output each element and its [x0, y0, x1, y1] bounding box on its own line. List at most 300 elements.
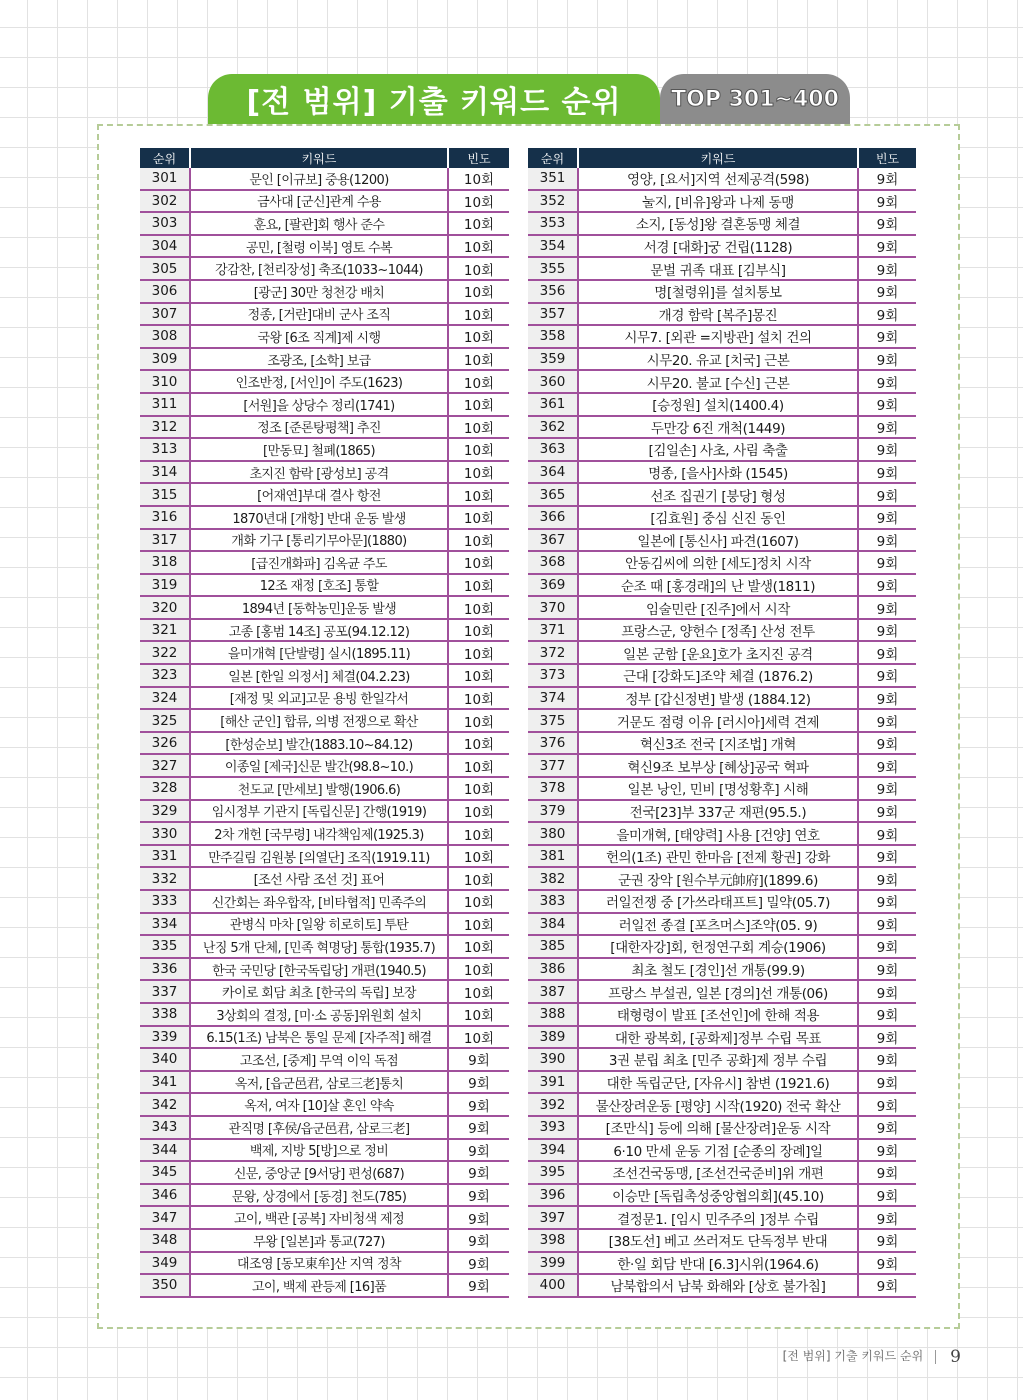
table-row	[140, 212, 509, 235]
rank-cell: 350	[140, 1274, 190, 1297]
rank-cell: 357	[528, 303, 578, 326]
rank-cell: 342	[140, 1093, 190, 1116]
keyword-cell: 근대 [강화도]조약 체결 (1876.2)	[578, 664, 858, 687]
table-row	[140, 1206, 509, 1229]
frequency-cell: 9회	[858, 1071, 916, 1094]
keyword-cell: 6.15(1조) 남북은 통일 문제 [자주적] 해결	[190, 1026, 448, 1049]
keyword-cell: 거문도 점령 이유 [러시아]세력 견제	[578, 709, 858, 732]
rank-cell: 327	[140, 754, 190, 777]
table-row	[140, 596, 509, 619]
keyword-cell: 1870년대 [개항] 반대 운동 발생	[190, 506, 448, 529]
rank-cell: 383	[528, 890, 578, 913]
table-row	[140, 1184, 509, 1207]
keyword-cell: 3상회의 결정, [미·소 공동]위원회 설치	[190, 1003, 448, 1026]
table-row	[528, 1139, 916, 1162]
table-row	[528, 1274, 916, 1297]
rank-cell: 351	[528, 168, 578, 190]
table-row	[528, 325, 916, 348]
table-row	[140, 416, 509, 439]
frequency-cell: 9회	[858, 754, 916, 777]
table-row	[140, 845, 509, 868]
frequency-cell: 9회	[448, 1093, 509, 1116]
table-row	[140, 168, 509, 190]
table-row	[140, 551, 509, 574]
rank-cell: 355	[528, 257, 578, 280]
frequency-cell: 10회	[448, 664, 509, 687]
keyword-cell: 혁신9조 보부상 [혜상]공국 혁파	[578, 754, 858, 777]
rank-cell: 330	[140, 822, 190, 845]
frequency-cell: 9회	[858, 958, 916, 981]
table-row	[528, 1026, 916, 1049]
rank-cell: 310	[140, 370, 190, 393]
table-row	[528, 303, 916, 326]
table-row	[528, 1161, 916, 1184]
frequency-cell: 10회	[448, 461, 509, 484]
keyword-cell: 태형령이 발표 [조선인]에 한해 적용	[578, 1003, 858, 1026]
frequency-cell: 9회	[858, 1274, 916, 1297]
keyword-cell: 영양, [요서]지역 선제공격(598)	[578, 168, 858, 190]
keyword-cell: [승정원] 설치(1400.4)	[578, 393, 858, 416]
table-row	[140, 1161, 509, 1184]
rank-cell: 353	[528, 212, 578, 235]
frequency-cell: 9회	[858, 370, 916, 393]
frequency-cell: 10회	[448, 800, 509, 823]
rank-cell: 337	[140, 980, 190, 1003]
rank-cell: 305	[140, 257, 190, 280]
keyword-cell: [재정 및 외교]고문 용빙 한일각서	[190, 687, 448, 710]
frequency-cell: 9회	[858, 777, 916, 800]
rank-cell: 381	[528, 845, 578, 868]
keyword-cell: 대조영 [동모東牟]산 지역 정착	[190, 1252, 448, 1275]
frequency-cell: 9회	[858, 257, 916, 280]
keyword-cell: 명종, [을사]사화 (1545)	[578, 461, 858, 484]
rank-cell: 347	[140, 1206, 190, 1229]
table-row	[528, 1229, 916, 1252]
frequency-cell: 9회	[858, 325, 916, 348]
keyword-cell: [조선 사람 조선 것] 표어	[190, 867, 448, 890]
frequency-cell: 9회	[858, 800, 916, 823]
rank-cell: 333	[140, 890, 190, 913]
frequency-cell: 9회	[858, 1229, 916, 1252]
table-row	[140, 980, 509, 1003]
keyword-cell: 정종, [거란]대비 군사 조직	[190, 303, 448, 326]
frequency-cell: 9회	[858, 822, 916, 845]
frequency-cell: 9회	[858, 303, 916, 326]
frequency-cell: 9회	[858, 980, 916, 1003]
table-row	[140, 867, 509, 890]
table-row	[140, 1139, 509, 1162]
table-row	[140, 777, 509, 800]
frequency-cell: 10회	[448, 596, 509, 619]
keyword-cell: 일본 낭인, 민비 [명성황후] 시해	[578, 777, 858, 800]
table-row	[528, 596, 916, 619]
table-row	[140, 822, 509, 845]
keyword-cell: 명[철령위]를 설치통보	[578, 280, 858, 303]
rank-cell: 312	[140, 416, 190, 439]
keyword-cell: [만동묘] 철폐(1865)	[190, 438, 448, 461]
table-row	[528, 732, 916, 755]
keyword-cell: 일본에 [통신사] 파견(1607)	[578, 529, 858, 552]
rank-cell: 393	[528, 1116, 578, 1139]
rank-cell: 340	[140, 1048, 190, 1071]
table-row	[140, 506, 509, 529]
table-row	[528, 935, 916, 958]
keyword-cell: 정부 [갑신정변] 발생 (1884.12)	[578, 687, 858, 710]
keyword-cell: [해산 군인] 합류, 의병 전쟁으로 확산	[190, 709, 448, 732]
keyword-cell: [한성순보] 발간(1883.10~84.12)	[190, 732, 448, 755]
table-row	[140, 1026, 509, 1049]
keyword-cell: 전국[23]부 337군 재편(95.5.)	[578, 800, 858, 823]
rank-cell: 352	[528, 190, 578, 213]
frequency-cell: 10회	[448, 551, 509, 574]
frequency-cell: 9회	[448, 1229, 509, 1252]
rank-cell: 363	[528, 438, 578, 461]
column-keyword: 키워드	[190, 148, 448, 168]
table-row	[528, 280, 916, 303]
keyword-cell: 3권 분립 최초 [민주 공화]제 정부 수립	[578, 1048, 858, 1071]
frequency-cell: 10회	[448, 777, 509, 800]
rank-cell: 307	[140, 303, 190, 326]
frequency-cell: 9회	[858, 1252, 916, 1275]
keyword-cell: 소지, [동성]왕 결혼동맹 체결	[578, 212, 858, 235]
keyword-cell: 러일전쟁 중 [가쓰라태프트] 밀약(05.7)	[578, 890, 858, 913]
rank-cell: 376	[528, 732, 578, 755]
keyword-cell: [어재연]부대 결사 항전	[190, 483, 448, 506]
footer-title: [전 범위] 기출 키워드 순위	[782, 1349, 924, 1363]
frequency-cell: 9회	[858, 1184, 916, 1207]
table-row	[140, 709, 509, 732]
rank-cell: 384	[528, 913, 578, 936]
keyword-cell: 을미개혁 [단발령] 실시(1895.11)	[190, 641, 448, 664]
rank-cell: 375	[528, 709, 578, 732]
table-row	[140, 303, 509, 326]
keyword-cell: 러일전 종결 [포츠머스]조약(05. 9)	[578, 913, 858, 936]
table-row	[140, 461, 509, 484]
table-row	[528, 1116, 916, 1139]
table-row	[140, 890, 509, 913]
table-row	[140, 800, 509, 823]
rank-cell: 325	[140, 709, 190, 732]
keyword-cell: 난징 5개 단체, [민족 혁명당] 통합(1935.7)	[190, 935, 448, 958]
frequency-cell: 10회	[448, 438, 509, 461]
column-keyword: 키워드	[578, 148, 858, 168]
table-row	[140, 280, 509, 303]
table-row	[140, 754, 509, 777]
table-row	[528, 1071, 916, 1094]
table-row	[140, 641, 509, 664]
rank-cell: 377	[528, 754, 578, 777]
keyword-cell: 대한 광복회, [공화제]정부 수립 목표	[578, 1026, 858, 1049]
keyword-cell: 혁신3조 전국 [지조법] 개혁	[578, 732, 858, 755]
frequency-cell: 9회	[858, 461, 916, 484]
keyword-cell: 남북합의서 남북 화해와 [상호 불가침]	[578, 1274, 858, 1297]
frequency-cell: 10회	[448, 641, 509, 664]
keyword-cell: 금사대 [군신]관계 수용	[190, 190, 448, 213]
table-row	[528, 687, 916, 710]
rank-cell: 386	[528, 958, 578, 981]
table-row	[140, 348, 509, 371]
rank-cell: 317	[140, 529, 190, 552]
frequency-cell: 10회	[448, 980, 509, 1003]
keyword-cell: 눌지, [비유]왕과 나제 동맹	[578, 190, 858, 213]
rank-cell: 368	[528, 551, 578, 574]
table-row	[528, 212, 916, 235]
keyword-cell: 이종일 [제국]신문 발간(98.8~10.)	[190, 754, 448, 777]
keyword-cell: [조만식] 등에 의해 [물산장려]운동 시작	[578, 1116, 858, 1139]
table-row	[528, 483, 916, 506]
keyword-cell: 개경 함락 [복주]몽진	[578, 303, 858, 326]
keyword-cell: 6·10 만세 운동 기점 [순종의 장례]일	[578, 1139, 858, 1162]
rank-cell: 356	[528, 280, 578, 303]
frequency-cell: 10회	[448, 867, 509, 890]
table-row	[140, 438, 509, 461]
keyword-cell: 공민, [철령 이북] 영토 수복	[190, 235, 448, 258]
table-row	[140, 664, 509, 687]
table-row	[140, 483, 509, 506]
keyword-cell: 카이로 회담 최초 [한국의 독립] 보장	[190, 980, 448, 1003]
rank-cell: 374	[528, 687, 578, 710]
rank-cell: 335	[140, 935, 190, 958]
frequency-cell: 9회	[858, 732, 916, 755]
keyword-cell: 개화 기구 [통리기무아문](1880)	[190, 529, 448, 552]
keyword-cell: 한국 국민당 [한국독립당] 개편(1940.5)	[190, 958, 448, 981]
table-row	[528, 1206, 916, 1229]
rank-cell: 318	[140, 551, 190, 574]
rank-cell: 362	[528, 416, 578, 439]
frequency-cell: 9회	[858, 1048, 916, 1071]
table-row	[528, 913, 916, 936]
rank-cell: 311	[140, 393, 190, 416]
frequency-cell: 10회	[448, 529, 509, 552]
frequency-cell: 10회	[448, 280, 509, 303]
rank-cell: 373	[528, 664, 578, 687]
keyword-cell: 문벌 귀족 대표 [김부식]	[578, 257, 858, 280]
table-row	[140, 732, 509, 755]
keyword-cell: 문왕, 상경에서 [동경] 천도(785)	[190, 1184, 448, 1207]
keyword-cell: 시무7. [외관 =지방관] 설치 건의	[578, 325, 858, 348]
rank-cell: 308	[140, 325, 190, 348]
keyword-cell: 12조 재정 [호조] 통할	[190, 574, 448, 597]
frequency-cell: 9회	[858, 506, 916, 529]
table-row	[528, 845, 916, 868]
keyword-cell: 일본 [한일 의정서] 체결(04.2.23)	[190, 664, 448, 687]
table-row	[140, 257, 509, 280]
table-row	[140, 574, 509, 597]
rank-cell: 372	[528, 641, 578, 664]
rank-cell: 391	[528, 1071, 578, 1094]
table-row	[528, 958, 916, 981]
table-row	[528, 1184, 916, 1207]
rank-cell: 334	[140, 913, 190, 936]
column-frequency: 빈도	[448, 148, 509, 168]
rank-cell: 400	[528, 1274, 578, 1297]
frequency-cell: 10회	[448, 687, 509, 710]
keyword-cell: 무왕 [일본]과 통교(727)	[190, 1229, 448, 1252]
keyword-cell: 대한 독립군단, [자유시] 참변 (1921.6)	[578, 1071, 858, 1094]
rank-cell: 390	[528, 1048, 578, 1071]
rank-cell: 329	[140, 800, 190, 823]
frequency-cell: 9회	[858, 551, 916, 574]
frequency-cell: 9회	[448, 1116, 509, 1139]
ranking-table-left	[140, 148, 509, 1298]
table-row	[528, 506, 916, 529]
rank-cell: 341	[140, 1071, 190, 1094]
keyword-cell: 1894년 [동학농민]운동 발생	[190, 596, 448, 619]
frequency-cell: 9회	[448, 1184, 509, 1207]
rank-cell: 397	[528, 1206, 578, 1229]
frequency-cell: 9회	[858, 1116, 916, 1139]
frequency-cell: 9회	[858, 280, 916, 303]
keyword-cell: [광군] 30만 청천강 배치	[190, 280, 448, 303]
rank-cell: 389	[528, 1026, 578, 1049]
table-row	[140, 1274, 509, 1297]
rank-cell: 354	[528, 235, 578, 258]
keyword-cell: 옥저, 여자 [10]살 혼인 약속	[190, 1093, 448, 1116]
table-row	[528, 1093, 916, 1116]
table-row	[528, 822, 916, 845]
rank-cell: 326	[140, 732, 190, 755]
frequency-cell: 9회	[448, 1071, 509, 1094]
table-row	[528, 190, 916, 213]
frequency-cell: 10회	[448, 1003, 509, 1026]
keyword-cell: 두만강 6진 개척(1449)	[578, 416, 858, 439]
keyword-cell: 천도교 [만세보] 발행(1906.6)	[190, 777, 448, 800]
rank-cell: 366	[528, 506, 578, 529]
frequency-cell: 10회	[448, 619, 509, 642]
rank-cell: 382	[528, 867, 578, 890]
keyword-cell: 안동김씨에 의한 [세도]정치 시작	[578, 551, 858, 574]
table-row	[528, 370, 916, 393]
rank-cell: 331	[140, 845, 190, 868]
frequency-cell: 9회	[448, 1161, 509, 1184]
frequency-cell: 9회	[858, 913, 916, 936]
frequency-cell: 9회	[448, 1206, 509, 1229]
keyword-cell: 물산장려운동 [평양] 시작(1920) 전국 확산	[578, 1093, 858, 1116]
keyword-cell: 시무20. 유교 [치국] 근본	[578, 348, 858, 371]
rank-cell: 348	[140, 1229, 190, 1252]
frequency-cell: 9회	[448, 1048, 509, 1071]
rank-cell: 398	[528, 1229, 578, 1252]
rank-cell: 321	[140, 619, 190, 642]
keyword-cell: [서원]을 상당수 정리(1741)	[190, 393, 448, 416]
rank-cell: 399	[528, 1252, 578, 1275]
frequency-cell: 9회	[858, 845, 916, 868]
frequency-cell: 10회	[448, 913, 509, 936]
table-row	[140, 325, 509, 348]
rank-cell: 365	[528, 483, 578, 506]
table-row	[140, 687, 509, 710]
rank-cell: 388	[528, 1003, 578, 1026]
table-row	[528, 416, 916, 439]
frequency-cell: 10회	[448, 393, 509, 416]
frequency-cell: 10회	[448, 416, 509, 439]
table-row	[140, 1093, 509, 1116]
frequency-cell: 10회	[448, 1026, 509, 1049]
footer-divider	[935, 1350, 936, 1364]
rank-cell: 338	[140, 1003, 190, 1026]
keyword-cell: 최초 철도 [경인]선 개통(99.9)	[578, 958, 858, 981]
rank-cell: 394	[528, 1139, 578, 1162]
frequency-cell: 10회	[448, 732, 509, 755]
rank-cell: 367	[528, 529, 578, 552]
page-number: 9	[950, 1347, 961, 1367]
frequency-cell: 10회	[448, 257, 509, 280]
table-row	[528, 393, 916, 416]
frequency-cell: 10회	[448, 845, 509, 868]
table-row	[528, 980, 916, 1003]
rank-cell: 319	[140, 574, 190, 597]
table-row	[140, 1116, 509, 1139]
frequency-cell: 10회	[448, 348, 509, 371]
rank-cell: 315	[140, 483, 190, 506]
table-row	[140, 393, 509, 416]
table-row	[140, 1071, 509, 1094]
keyword-cell: [김일손] 사초, 사림 축출	[578, 438, 858, 461]
frequency-cell: 10회	[448, 212, 509, 235]
rank-cell: 369	[528, 574, 578, 597]
keyword-cell: 군권 장악 [원수부元帥府](1899.6)	[578, 867, 858, 890]
rank-cell: 358	[528, 325, 578, 348]
keyword-cell: 문인 [이규보] 중용(1200)	[190, 168, 448, 190]
table-row	[528, 777, 916, 800]
rank-cell: 361	[528, 393, 578, 416]
rank-cell: 385	[528, 935, 578, 958]
rank-cell: 301	[140, 168, 190, 190]
frequency-cell: 9회	[858, 574, 916, 597]
table-row	[528, 348, 916, 371]
rank-cell: 378	[528, 777, 578, 800]
keyword-cell: 시무20. 불교 [수신] 근본	[578, 370, 858, 393]
frequency-cell: 10회	[448, 574, 509, 597]
frequency-cell: 9회	[858, 212, 916, 235]
table-row	[528, 1252, 916, 1275]
rank-cell: 343	[140, 1116, 190, 1139]
frequency-cell: 9회	[858, 438, 916, 461]
rank-cell: 349	[140, 1252, 190, 1275]
column-frequency: 빈도	[858, 148, 916, 168]
frequency-cell: 10회	[448, 890, 509, 913]
frequency-cell: 9회	[858, 664, 916, 687]
keyword-cell: 정조 [준론탕평책] 추진	[190, 416, 448, 439]
rank-cell: 313	[140, 438, 190, 461]
frequency-cell: 10회	[448, 506, 509, 529]
rank-cell: 302	[140, 190, 190, 213]
keyword-cell: 을미개혁, [태양력] 사용 [건양] 연호	[578, 822, 858, 845]
frequency-cell: 9회	[858, 687, 916, 710]
rank-cell: 344	[140, 1139, 190, 1162]
table-header	[140, 148, 509, 168]
keyword-cell: 신간회는 좌우합작, [비타협적] 민족주의	[190, 890, 448, 913]
frequency-cell: 9회	[858, 416, 916, 439]
rank-cell: 332	[140, 867, 190, 890]
page-footer	[783, 1345, 961, 1365]
rank-cell: 379	[528, 800, 578, 823]
rank-cell: 371	[528, 619, 578, 642]
range-badge: TOP 301~400	[660, 74, 850, 124]
table-row	[528, 709, 916, 732]
table-row	[140, 1048, 509, 1071]
table-row	[528, 619, 916, 642]
rank-cell: 328	[140, 777, 190, 800]
keyword-cell: 조광조, [소학] 보급	[190, 348, 448, 371]
rank-cell: 395	[528, 1161, 578, 1184]
keyword-cell: 고조선, [중계] 무역 이익 독점	[190, 1048, 448, 1071]
table-row	[528, 257, 916, 280]
frequency-cell: 9회	[858, 393, 916, 416]
keyword-cell: [급진개화파] 김옥균 주도	[190, 551, 448, 574]
frequency-cell: 10회	[448, 190, 509, 213]
frequency-cell: 9회	[858, 1139, 916, 1162]
